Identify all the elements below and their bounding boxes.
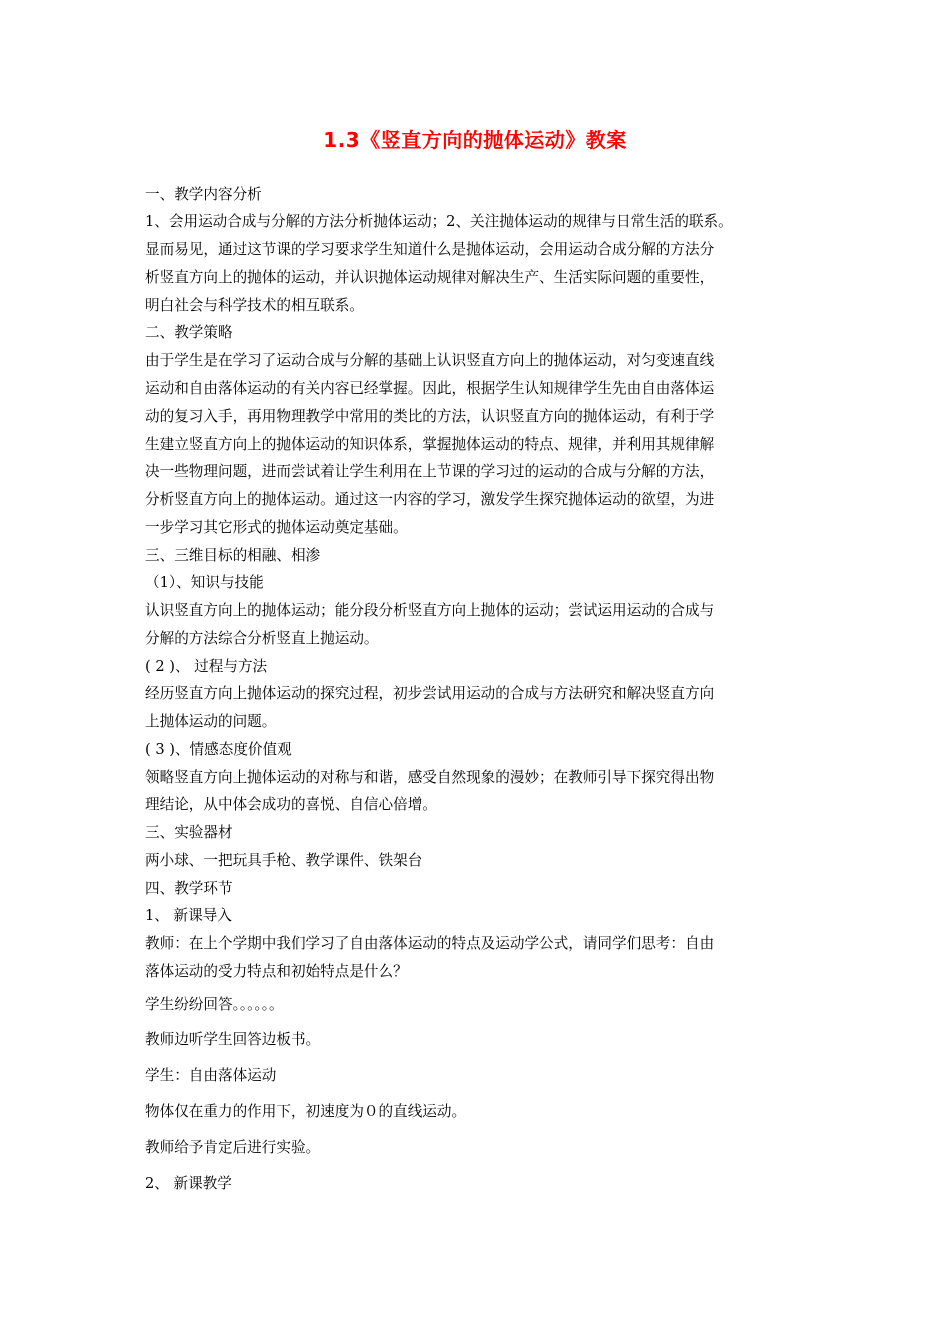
paragraph-line: 学生纷纷回答。。。。。。 <box>145 996 284 1013</box>
paragraph-line: 学生：自由落体运动 <box>145 1067 277 1084</box>
paragraph-line: 分析竖直方向上的抛体运动。通过这一内容的学习，激发学生探究抛体运动的欲望，为进 <box>145 491 715 508</box>
paragraph-line: 两小球、一把玩具手枪、教学课件、铁架台 <box>145 852 423 869</box>
paragraph-line: 显而易见，通过这节课的学习要求学生知道什么是抛体运动，会用运动合成分解的方法分 <box>145 241 715 258</box>
paragraph-line: 教师边听学生回答边板书。 <box>145 1031 321 1048</box>
paragraph-line: 教师给予肯定后进行实验。 <box>145 1139 321 1156</box>
paragraph-line: 落体运动的受力特点和初始特点是什么？ <box>145 963 408 980</box>
document-title: 1.3《竖直方向的抛体运动》教案 <box>323 128 627 152</box>
paragraph-line: 析竖直方向上的抛体的运动，并认识抛体运动规律对解决生产、生活实际问题的重要性， <box>145 269 715 286</box>
paragraph-line: 决一些物理问题，进而尝试着让学生利用在上节课的学习过的运动的合成与分解的方法， <box>145 463 715 480</box>
paragraph-line: 认识竖直方向上的抛体运动；能分段分析竖直方向上抛体的运动；尝试运用运动的合成与 <box>145 602 715 619</box>
paragraph-line: 经历竖直方向上抛体运动的探究过程，初步尝试用运动的合成与方法研究和解决竖直方向 <box>145 685 715 702</box>
section-heading: 一、教学内容分析 <box>145 186 262 203</box>
subsection-heading: ( 2 )、 过程与方法 <box>145 658 268 675</box>
section-heading: 三、实验器材 <box>145 824 233 841</box>
paragraph-line: 教师：在上个学期中我们学习了自由落体运动的特点及运动学公式，请同学们思考：自由 <box>145 935 715 952</box>
subsection-heading: （1）、知识与技能 <box>145 574 264 591</box>
subsection-heading: ( 3 )、情感态度价值观 <box>145 741 292 758</box>
paragraph-line: 一步学习其它形式的抛体运动奠定基础。 <box>145 519 408 536</box>
paragraph-line: 运动和自由落体运动的有关内容已经掌握。因此，根据学生认知规律学生先由自由落体运 <box>145 380 715 397</box>
paragraph-line: 1、会用运动合成与分解的方法分析抛体运动；2、关注抛体运动的规律与日常生活的联系。 <box>145 213 733 230</box>
section-heading: 三、三维目标的相融、相渗 <box>145 547 321 564</box>
subsection-heading: 1、 新课导入 <box>145 907 232 924</box>
paragraph-line: 动的复习入手，再用物理教学中常用的类比的方法，认识竖直方向的抛体运动，有利于学 <box>145 408 715 425</box>
paragraph-line: 理结论，从中体会成功的喜悦、自信心倍增。 <box>145 796 437 813</box>
paragraph-line: 上抛体运动的问题。 <box>145 713 277 730</box>
paragraph-line: 由于学生是在学习了运动合成与分解的基础上认识竖直方向上的抛体运动，对匀变速直线 <box>145 352 715 369</box>
section-heading: 二、教学策略 <box>145 324 233 341</box>
paragraph-line: 物体仅在重力的作用下，初速度为０的直线运动。 <box>145 1103 467 1120</box>
paragraph-line: 明白社会与科学技术的相互联系。 <box>145 297 364 314</box>
paragraph-line: 分解的方法综合分析竖直上抛运动。 <box>145 630 379 647</box>
subsection-heading: 2、 新课教学 <box>145 1175 232 1192</box>
section-heading: 四、教学环节 <box>145 880 233 897</box>
paragraph-line: 领略竖直方向上抛体运动的对称与和谐，感受自然现象的漫妙；在教师引导下探究得出物 <box>145 769 715 786</box>
paragraph-line: 生建立竖直方向上的抛体运动的知识体系，掌握抛体运动的特点、规律，并利用其规律解 <box>145 436 715 453</box>
